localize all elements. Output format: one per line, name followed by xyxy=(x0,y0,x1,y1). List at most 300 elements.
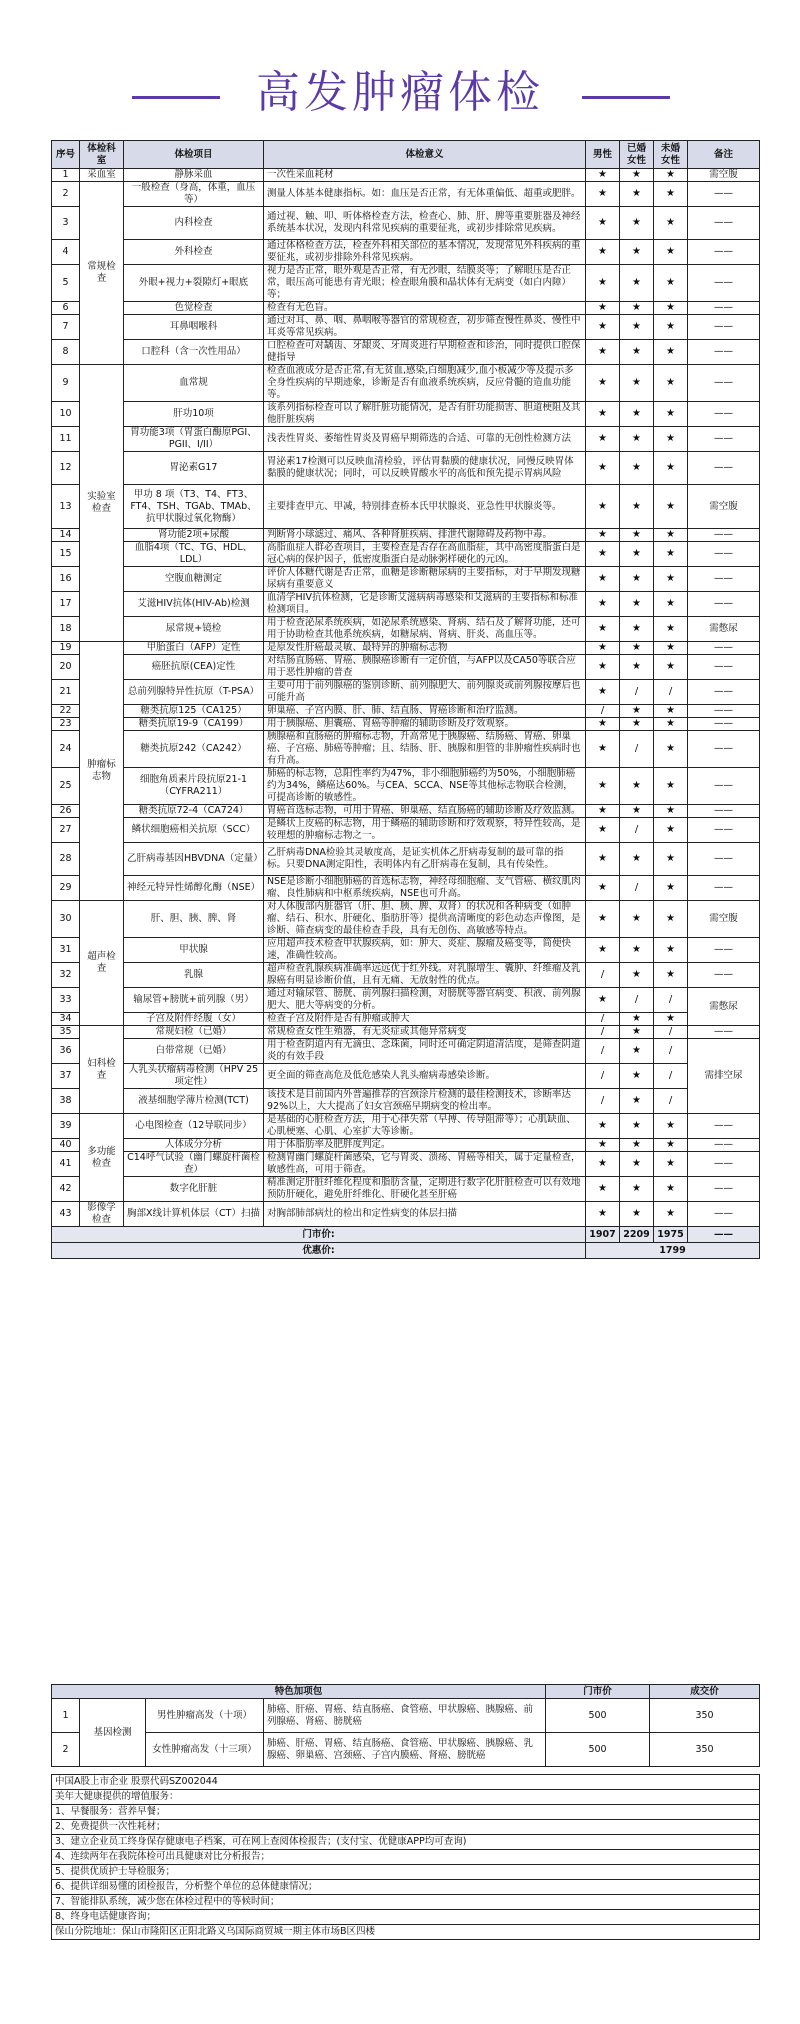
column-header: 体检意义 xyxy=(264,141,586,169)
exam-item: 鳞状细胞癌相关抗原（SCC） xyxy=(124,818,264,843)
exam-description: 检查有无色盲。 xyxy=(264,302,586,315)
package-name: 男性肿瘤高发（十项） xyxy=(146,1699,264,1733)
discount-row xyxy=(52,1243,760,1259)
package-price-header: 门市价 xyxy=(546,1685,650,1699)
department-cell: 常规检查 xyxy=(80,182,124,365)
exam-description: 超声检查乳腺疾病准确率远远优于红外线。对乳腺增生、囊肿、纤维瘤及乳腺癌有明显诊断价值，且有无痛、无放射性的优点。 xyxy=(264,963,586,988)
table-row xyxy=(52,592,760,617)
row-number: 39 xyxy=(52,1114,80,1139)
married-female-mark: ★ xyxy=(620,1039,654,1064)
table-row xyxy=(52,718,760,731)
male-mark: ★ xyxy=(586,542,620,567)
married-female-mark: ★ xyxy=(620,768,654,805)
package-description: 肺癌、肝癌、胃癌、结直肠癌、食管癌、甲状腺癌、胰腺癌、前列腺癌、肾癌、膀胱癌 xyxy=(264,1699,546,1733)
remark-cell: —— xyxy=(688,1139,760,1152)
unmarried-female-mark: / xyxy=(654,680,688,705)
unmarried-female-mark: ★ xyxy=(654,1177,688,1202)
male-mark: / xyxy=(586,1039,620,1064)
row-number: 9 xyxy=(52,365,80,402)
exam-description: 通过对耳、鼻、咽、鼻咽喉等器官的常规检查，初步筛查慢性鼻炎、慢性中耳炎等常见疾病。 xyxy=(264,315,586,340)
male-mark: / xyxy=(586,1089,620,1114)
service-notes xyxy=(51,1774,760,1940)
exam-description: 胃泌素17检测可以反映血清检验，评估胃黏膜的健康状况，同慢反映胃体黏膜的健康状况；同时，可以反映胃酸水平的高低和预先提示胃病风险 xyxy=(264,452,586,485)
row-number: 36 xyxy=(52,1039,80,1064)
exam-item: 胃功能3项（胃蛋白酶原PGI、PGII、I/II） xyxy=(124,427,264,452)
exam-item: 肾功能2项+尿酸 xyxy=(124,529,264,542)
remark-cell: —— xyxy=(688,302,760,315)
exam-item: 甲胎蛋白（AFP）定性 xyxy=(124,642,264,655)
exam-description: 主要排查甲亢、甲减，特别排查桥本氏甲状腺炎、亚急性甲状腺炎等。 xyxy=(264,485,586,529)
table-row xyxy=(52,302,760,315)
unmarried-female-mark: ★ xyxy=(654,340,688,365)
discount-label: 优惠价: xyxy=(52,1243,586,1259)
unmarried-female-mark: ★ xyxy=(654,1152,688,1177)
table-row xyxy=(52,938,760,963)
exam-description: 检查血液成分是否正常,有无贫血,感染,白细胞减少,血小板减少等及提示多全身性疾病的早期迹象，诊断是否有血液系统疾病，反应骨髓的造血功能等。 xyxy=(264,365,586,402)
unmarried-female-mark: ★ xyxy=(654,265,688,302)
male-mark: ★ xyxy=(586,938,620,963)
unmarried-female-mark: ★ xyxy=(654,402,688,427)
unmarried-female-mark: ★ xyxy=(654,705,688,718)
exam-description: 对结肠直肠癌、胃癌、胰腺癌诊断有一定价值，与AFP以及CA50等联合应用于恶性肿瘤的普查 xyxy=(264,655,586,680)
table-row xyxy=(52,265,760,302)
unmarried-female-mark: ★ xyxy=(654,731,688,768)
male-mark: ★ xyxy=(586,655,620,680)
table-row xyxy=(52,1026,760,1039)
unmarried-female-mark: ★ xyxy=(654,1202,688,1227)
unmarried-female-mark: / xyxy=(654,1089,688,1114)
service-note-row xyxy=(52,1790,760,1805)
unmarried-female-mark: / xyxy=(654,1026,688,1039)
unmarried-female-mark: ★ xyxy=(654,1139,688,1152)
row-number: 15 xyxy=(52,542,80,567)
exam-item: 人体成分分析 xyxy=(124,1139,264,1152)
exam-description: 对胸部肺部病灶的检出和定性病变的体层扫描 xyxy=(264,1202,586,1227)
exam-item: 艾滋HIV抗体(HIV-Ab)检测 xyxy=(124,592,264,617)
remark-cell: —— xyxy=(688,402,760,427)
service-note: 美年大健康提供的增值服务： xyxy=(52,1790,760,1805)
male-mark: ★ xyxy=(586,315,620,340)
page-title: 高发肿瘤体检 xyxy=(256,67,544,118)
male-mark: / xyxy=(586,705,620,718)
remark-cell: —— xyxy=(688,1152,760,1177)
unmarried-female-mark: ★ xyxy=(654,485,688,529)
exam-description: 该系列指标检查可以了解肝脏功能情况，是否有肝功能损害、胆道梗阻及其他肝脏疾病 xyxy=(264,402,586,427)
table-row xyxy=(52,901,760,938)
male-mark: ★ xyxy=(586,988,620,1013)
package-row xyxy=(52,1699,760,1733)
row-number: 40 xyxy=(52,1139,80,1152)
exam-description: 用于胰腺癌、胆囊癌、胃癌等肿瘤的辅助诊断及疗效观察。 xyxy=(264,718,586,731)
table-row xyxy=(52,731,760,768)
married-female-mark: ★ xyxy=(620,207,654,240)
table-row xyxy=(52,1039,760,1064)
table-row xyxy=(52,427,760,452)
row-number: 10 xyxy=(52,402,80,427)
table-row xyxy=(52,207,760,240)
exam-item: 白带常规（已婚） xyxy=(124,1039,264,1064)
married-female-mark: ★ xyxy=(620,592,654,617)
table-row xyxy=(52,1114,760,1139)
table-row xyxy=(52,182,760,207)
exam-description: 血清学HIV抗体检测，它是诊断艾滋病病毒感染和艾滋病的主要指标和标准检测项目。 xyxy=(264,592,586,617)
male-mark: ★ xyxy=(586,768,620,805)
package-price: 500 xyxy=(546,1699,650,1733)
male-mark: ★ xyxy=(586,901,620,938)
male-mark: ★ xyxy=(586,1202,620,1227)
unmarried-female-mark: ★ xyxy=(654,315,688,340)
package-group: 基因检测 xyxy=(80,1699,146,1767)
unmarried-female-mark: ★ xyxy=(654,843,688,876)
row-number: 18 xyxy=(52,617,80,642)
service-note: 8、终身电话健康咨询； xyxy=(52,1910,760,1925)
service-note: 1、早餐服务：营养早餐； xyxy=(52,1805,760,1820)
exam-description: 乙肝病毒DNA检验其灵敏度高，是证实机体乙肝病毒复制的最可靠的指标。只要DNA测定阳性，表明体内有乙肝病毒在复制，具有传染性。 xyxy=(264,843,586,876)
remark-cell: 需空腹 xyxy=(688,485,760,529)
married-female-mark: ★ xyxy=(620,265,654,302)
exam-description: 精准测定肝脏纤维化程度和脂肪含量，定期进行数字化肝脏检查可以有效地预防肝硬化，避免肝纤维化、肝硬化甚至肝癌 xyxy=(264,1177,586,1202)
married-female-mark: ★ xyxy=(620,182,654,207)
unmarried-female-mark: ★ xyxy=(654,805,688,818)
married-female-mark: ★ xyxy=(620,1202,654,1227)
column-header: 男性 xyxy=(586,141,620,169)
table-row xyxy=(52,402,760,427)
table-row xyxy=(52,1013,760,1026)
exam-item: 胸部X线计算机体层（CT）扫描 xyxy=(124,1202,264,1227)
price-unmarried-female: 1975 xyxy=(654,1227,688,1243)
married-female-mark: ★ xyxy=(620,340,654,365)
exam-item: 糖类抗原242（CA242） xyxy=(124,731,264,768)
row-number: 43 xyxy=(52,1202,80,1227)
unmarried-female-mark: ★ xyxy=(654,427,688,452)
row-number: 25 xyxy=(52,768,80,805)
male-mark: ★ xyxy=(586,617,620,642)
remark-cell: 需排空尿 xyxy=(688,1039,760,1114)
remark-cell: 需空腹 xyxy=(688,901,760,938)
male-mark: ★ xyxy=(586,718,620,731)
package-description: 肺癌、肝癌、胃癌、结直肠癌、食管癌、甲状腺癌、胰腺癌、乳腺癌、卵巢癌、宫颈癌、子宫内膜癌、肾癌、膀胱癌 xyxy=(264,1733,546,1767)
table-row xyxy=(52,617,760,642)
remark-cell: —— xyxy=(688,240,760,265)
male-mark: ★ xyxy=(586,427,620,452)
column-header: 备注 xyxy=(688,141,760,169)
male-mark: / xyxy=(586,1026,620,1039)
table-row xyxy=(52,642,760,655)
column-header: 序号 xyxy=(52,141,80,169)
remark-cell: —— xyxy=(688,340,760,365)
married-female-mark: ★ xyxy=(620,705,654,718)
exam-description: 通过体格检查方法，检查外科相关部位的基本情况，发现常见外科疾病的重要征兆，或初步排除外科常见疾病。 xyxy=(264,240,586,265)
married-female-mark: / xyxy=(620,988,654,1013)
exam-item: 甲功 8 项（T3、T4、FT3、FT4、TSH、TGAb、TMAb、抗甲状腺过氧化物酶） xyxy=(124,485,264,529)
exam-item: C14呼气试验（幽门螺旋杆菌检查） xyxy=(124,1152,264,1177)
row-number: 34 xyxy=(52,1013,80,1026)
remark-cell: —— xyxy=(688,843,760,876)
male-mark: ★ xyxy=(586,1139,620,1152)
table-row xyxy=(52,680,760,705)
male-mark: / xyxy=(586,1064,620,1089)
column-header: 已婚女性 xyxy=(620,141,654,169)
row-number: 28 xyxy=(52,843,80,876)
married-female-mark: ★ xyxy=(620,1013,654,1026)
unmarried-female-mark: ★ xyxy=(654,567,688,592)
price-married-female: 2209 xyxy=(620,1227,654,1243)
remark-cell: —— xyxy=(688,427,760,452)
married-female-mark: ★ xyxy=(620,315,654,340)
male-mark: ★ xyxy=(586,485,620,529)
married-female-mark: ★ xyxy=(620,427,654,452)
unmarried-female-mark: ★ xyxy=(654,876,688,901)
exam-description: 检测胃幽门螺旋杆菌感染，它与胃炎、溃疡、胃癌等相关，属于定量检查，敏感性高，可用于筛查。 xyxy=(264,1152,586,1177)
exam-description: 是鳞状上皮癌的标志物，用于鳞癌的辅助诊断和疗效观察，特异性较高，是较理想的肿瘤标志物之一。 xyxy=(264,818,586,843)
row-number: 26 xyxy=(52,805,80,818)
unmarried-female-mark: ★ xyxy=(654,655,688,680)
unmarried-female-mark: ★ xyxy=(654,642,688,655)
male-mark: ★ xyxy=(586,805,620,818)
row-number: 24 xyxy=(52,731,80,768)
remark-cell: —— xyxy=(688,365,760,402)
married-female-mark: ★ xyxy=(620,617,654,642)
married-female-mark: ★ xyxy=(620,1026,654,1039)
column-header: 未婚女性 xyxy=(654,141,688,169)
remark-cell: 需空腹 xyxy=(688,169,760,182)
remark-cell: —— xyxy=(688,963,760,988)
package-deal-price: 350 xyxy=(650,1733,760,1767)
service-note-row xyxy=(52,1910,760,1925)
unmarried-female-mark: ★ xyxy=(654,452,688,485)
table-row xyxy=(52,818,760,843)
service-note-row xyxy=(52,1895,760,1910)
remark-cell: —— xyxy=(688,938,760,963)
exam-item: 液基细胞学薄片检测(TCT) xyxy=(124,1089,264,1114)
unmarried-female-mark: ★ xyxy=(654,718,688,731)
married-female-mark: / xyxy=(620,680,654,705)
table-row xyxy=(52,988,760,1013)
married-female-mark: ★ xyxy=(620,485,654,529)
male-mark: ★ xyxy=(586,302,620,315)
exam-item: 口腔科（含一次性用品） xyxy=(124,340,264,365)
remark-cell: —— xyxy=(688,542,760,567)
male-mark: ★ xyxy=(586,818,620,843)
table-row xyxy=(52,1064,760,1089)
remark-cell: —— xyxy=(688,642,760,655)
unmarried-female-mark: ★ xyxy=(654,938,688,963)
exam-description: 判断肾小球滤过、痛风、各种肾脏疾病、排泄代谢障碍及药物中毒。 xyxy=(264,529,586,542)
row-number: 5 xyxy=(52,265,80,302)
exam-item: 甲状腺 xyxy=(124,938,264,963)
married-female-mark: ★ xyxy=(620,1064,654,1089)
male-mark: ★ xyxy=(586,365,620,402)
unmarried-female-mark: / xyxy=(654,988,688,1013)
exam-item: 尿常规+镜检 xyxy=(124,617,264,642)
remark-cell: —— xyxy=(688,452,760,485)
unmarried-female-mark: ★ xyxy=(654,542,688,567)
table-row xyxy=(52,963,760,988)
package-header xyxy=(52,1685,760,1699)
table-row xyxy=(52,485,760,529)
exam-item: 数字化肝脏 xyxy=(124,1177,264,1202)
exam-description: 是原发性肝癌最灵敏、最特异的肿瘤标志物 xyxy=(264,642,586,655)
exam-description: 应用超声技术检查甲状腺疾病，如：肿大、炎症、腺瘤及癌变等，简便快速，准确性较高。 xyxy=(264,938,586,963)
exam-item: 心电图检查（12导联同步） xyxy=(124,1114,264,1139)
remark-cell: —— xyxy=(688,731,760,768)
row-number: 4 xyxy=(52,240,80,265)
remark-cell: 需憋尿 xyxy=(688,617,760,642)
remark-cell: —— xyxy=(688,718,760,731)
exam-description: 用于体脂肪率及肥胖度判定。 xyxy=(264,1139,586,1152)
exam-item: 输尿管+膀胱+前列腺（男） xyxy=(124,988,264,1013)
married-female-mark: / xyxy=(620,818,654,843)
exam-table-header xyxy=(52,141,760,169)
service-note-row xyxy=(52,1805,760,1820)
remark-cell: —— xyxy=(688,265,760,302)
male-mark: ★ xyxy=(586,529,620,542)
male-mark: ★ xyxy=(586,1152,620,1177)
table-row xyxy=(52,452,760,485)
unmarried-female-mark: ★ xyxy=(654,302,688,315)
unmarried-female-mark: ★ xyxy=(654,963,688,988)
row-number: 11 xyxy=(52,427,80,452)
table-row xyxy=(52,843,760,876)
exam-item: 内科检查 xyxy=(124,207,264,240)
row-number: 32 xyxy=(52,963,80,988)
row-number: 3 xyxy=(52,207,80,240)
married-female-mark: ★ xyxy=(620,240,654,265)
service-note-row xyxy=(52,1820,760,1835)
row-number: 37 xyxy=(52,1064,80,1089)
row-number: 12 xyxy=(52,452,80,485)
married-female-mark: ★ xyxy=(620,901,654,938)
title-line-right xyxy=(582,96,670,99)
unmarried-female-mark: ★ xyxy=(654,1114,688,1139)
married-female-mark: ★ xyxy=(620,843,654,876)
table-row xyxy=(52,542,760,567)
table-row xyxy=(52,1177,760,1202)
married-female-mark: ★ xyxy=(620,1089,654,1114)
table-row xyxy=(52,1139,760,1152)
service-note-row xyxy=(52,1880,760,1895)
married-female-mark: ★ xyxy=(620,1139,654,1152)
service-note: 4、连续两年在我院体检可出具健康对比分析报告； xyxy=(52,1850,760,1865)
remark-cell: —— xyxy=(688,705,760,718)
unmarried-female-mark: ★ xyxy=(654,169,688,182)
married-female-mark: ★ xyxy=(620,567,654,592)
service-note: 7、智能排队系统，减少您在体检过程中的等候时间； xyxy=(52,1895,760,1910)
remark-cell: —— xyxy=(688,529,760,542)
exam-item: 乙肝病毒基因HBVDNA（定量） xyxy=(124,843,264,876)
table-row xyxy=(52,567,760,592)
exam-item: 乳腺 xyxy=(124,963,264,988)
row-number: 16 xyxy=(52,567,80,592)
exam-description: 视力是否正常，眼外观是否正常，有无沙眼，结膜炎等；了解眼压是否正常，眼压高可能患有青光眼；检查眼角膜和晶状体有无病变（如白内障）等； xyxy=(264,265,586,302)
unmarried-female-mark: ★ xyxy=(654,818,688,843)
department-cell: 影像学检查 xyxy=(80,1202,124,1227)
row-number: 19 xyxy=(52,642,80,655)
row-number: 22 xyxy=(52,705,80,718)
male-mark: ★ xyxy=(586,240,620,265)
exam-description: NSE是诊断小细胞肺癌的首选标志物，神经母细胞瘤、支气管癌、横纹肌肉瘤、良性肺病和中枢系统疾病，NSE也可升高。 xyxy=(264,876,586,901)
discount-value: 1799 xyxy=(586,1243,760,1259)
service-note: 3、建立企业员工终身保存健康电子档案，可在网上查阅体检报告；(支付宝、优健康APP均可查询) xyxy=(52,1835,760,1850)
exam-item: 血脂4项（TC、TG、HDL、LDL） xyxy=(124,542,264,567)
exam-description: 用于检查泌尿系统疾病，如泌尿系统感染、肾病、结石及了解肾功能，还可用于协助检查其他系统疾病，如糖尿病、肾病、肝炎、高血压等。 xyxy=(264,617,586,642)
table-row xyxy=(52,169,760,182)
exam-item: 癌胚抗原(CEA)定性 xyxy=(124,655,264,680)
remark-cell: —— xyxy=(688,1177,760,1202)
exam-description: 口腔检查可对龋齿、牙龈炎、牙周炎进行早期检查和诊治，同时提供口腔保健指导 xyxy=(264,340,586,365)
unmarried-female-mark: ★ xyxy=(654,592,688,617)
package-deal-header: 成交价 xyxy=(650,1685,760,1699)
male-mark: ★ xyxy=(586,207,620,240)
table-row xyxy=(52,805,760,818)
package-name: 女性肿瘤高发（十三项） xyxy=(146,1733,264,1767)
package-title-header: 特色加项包 xyxy=(52,1685,546,1699)
remark-cell: —— xyxy=(688,805,760,818)
exam-item: 外眼+视力+裂隙灯+眼底 xyxy=(124,265,264,302)
service-note: 保山分院地址：保山市隆阳区正阳北路义乌国际商贸城一期主体市场B区四楼 xyxy=(52,1925,760,1940)
exam-description: 卵巢癌、子宫内膜、肝、肺、结直肠、胃癌诊断和治疗监测。 xyxy=(264,705,586,718)
price-male: 1907 xyxy=(586,1227,620,1243)
unmarried-female-mark: ★ xyxy=(654,768,688,805)
row-number: 29 xyxy=(52,876,80,901)
male-mark: ★ xyxy=(586,340,620,365)
row-number: 35 xyxy=(52,1026,80,1039)
male-mark: / xyxy=(586,1013,620,1026)
remark-cell: —— xyxy=(688,818,760,843)
table-row xyxy=(52,365,760,402)
unmarried-female-mark: ★ xyxy=(654,365,688,402)
row-number: 2 xyxy=(52,182,80,207)
unmarried-female-mark: ★ xyxy=(654,207,688,240)
exam-description: 胰腺癌和直肠癌的肿瘤标志物，升高常见于胰腺癌、结肠癌、胃癌、卵巢癌、子宫癌、肺癌等肿瘤；且、结肠、肝、胰腺和胆管的非肿瘤性疾病时也有升高。 xyxy=(264,731,586,768)
row-number: 30 xyxy=(52,901,80,938)
package-number: 2 xyxy=(52,1733,80,1767)
exam-description: 一次性采血耗材 xyxy=(264,169,586,182)
row-number: 20 xyxy=(52,655,80,680)
male-mark: ★ xyxy=(586,182,620,207)
exam-item: 肝功10项 xyxy=(124,402,264,427)
exam-description: 评价人体糖代谢是否正常，血糖是诊断糖尿病的主要指标，对于早期发现糖尿病有重要意义 xyxy=(264,567,586,592)
exam-item: 糖类抗原125（CA125） xyxy=(124,705,264,718)
row-number: 23 xyxy=(52,718,80,731)
service-note: 中国A股上市企业 股票代码SZ002044 xyxy=(52,1775,760,1790)
table-row xyxy=(52,876,760,901)
service-note-row xyxy=(52,1850,760,1865)
male-mark: ★ xyxy=(586,265,620,302)
table-row xyxy=(52,705,760,718)
row-number: 13 xyxy=(52,485,80,529)
exam-item: 色觉检查 xyxy=(124,302,264,315)
remark-cell: —— xyxy=(688,182,760,207)
unmarried-female-mark: / xyxy=(654,1064,688,1089)
unmarried-female-mark: ★ xyxy=(654,901,688,938)
package-price: 500 xyxy=(546,1733,650,1767)
department-cell: 采血室 xyxy=(80,169,124,182)
department-cell: 超声检查 xyxy=(80,901,124,1026)
married-female-mark: / xyxy=(620,876,654,901)
exam-item: 空腹血糖测定 xyxy=(124,567,264,592)
exam-item: 糖类抗原72-4（CA724） xyxy=(124,805,264,818)
exam-description: 浅表性胃炎、萎缩性胃炎及胃癌早期筛选的合适、可靠的无创性检测方法 xyxy=(264,427,586,452)
married-female-mark: ★ xyxy=(620,452,654,485)
exam-description: 胃癌首选标志物，可用于胃癌、卵巢癌、结直肠癌的辅助诊断及疗效监测。 xyxy=(264,805,586,818)
table-row xyxy=(52,529,760,542)
exam-description: 检查子宫及附件是否有肿瘤或肿大 xyxy=(264,1013,586,1026)
male-mark: ★ xyxy=(586,1177,620,1202)
male-mark: ★ xyxy=(586,567,620,592)
unmarried-female-mark: / xyxy=(654,1039,688,1064)
male-mark: ★ xyxy=(586,452,620,485)
